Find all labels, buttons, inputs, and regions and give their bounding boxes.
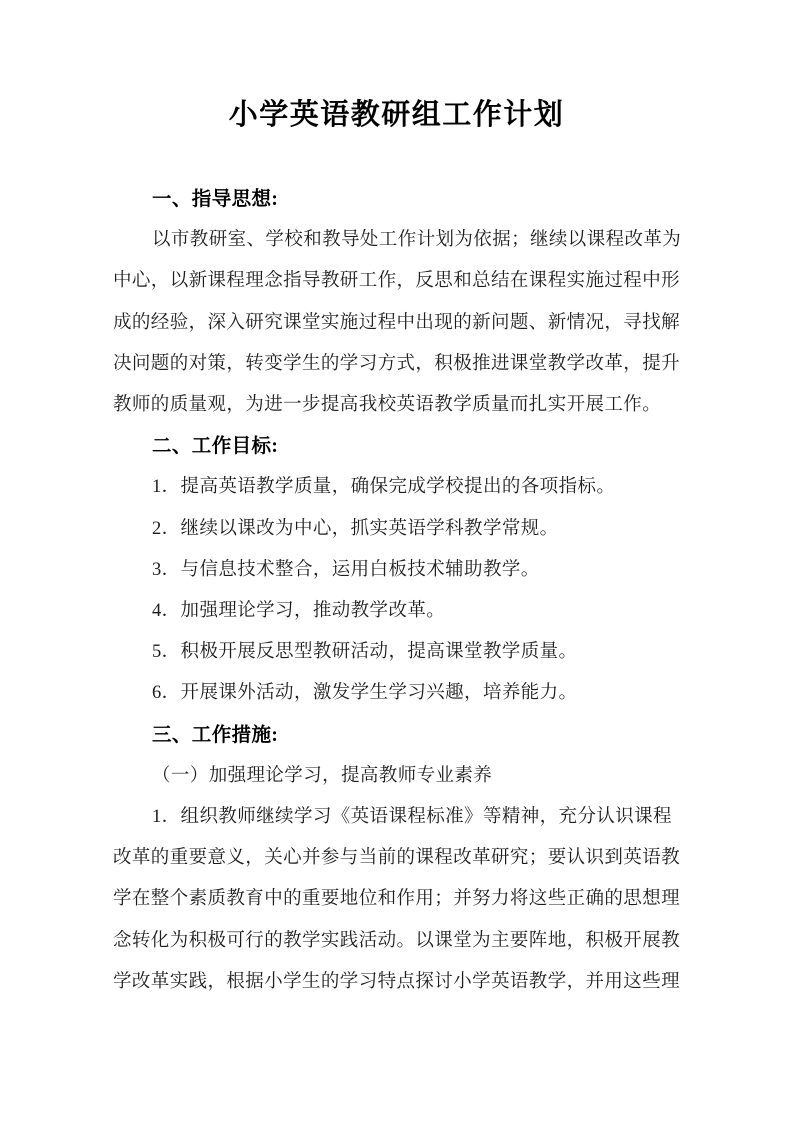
- list-item: 3．与信息技术整合，运用白板技术辅助教学。: [152, 559, 540, 580]
- list-item: 1．提高英语教学质量，确保完成学校提出的各项指标。: [152, 477, 616, 498]
- text-line: 决问题的对策，转变学生的学习方式，积极推进课堂教学改革，提升: [113, 353, 681, 374]
- list-item: 4．加强理论学习，推动教学改革。: [152, 601, 446, 622]
- text-line: 教师的质量观，为进一步提高我校英语教学质量而扎实开展工作。: [113, 395, 662, 416]
- text-line: 成的经验，深入研究课堂实施过程中出现的新问题、新情况，寻找解: [113, 312, 681, 333]
- text-line: 学在整个素质教育中的重要地位和作用；并努力将这些正确的思想理: [113, 889, 681, 910]
- text-line: 1．组织教师继续学习《英语课程标准》等精神，充分认识课程: [152, 807, 672, 828]
- text-line: 学改革实践，根据小学生的学习特点探讨小学英语教学，并用这些理: [113, 971, 681, 992]
- list-item: 6．开展课外活动，激发学生学习兴趣，培养能力。: [152, 683, 578, 704]
- document-body: [113, 179, 680, 1003]
- text-line: 念转化为积极可行的教学实践活动。以课堂为主要阵地，积极开展教: [113, 930, 681, 951]
- section-heading: 三、工作措施:: [152, 724, 279, 746]
- section-heading: 二、工作目标:: [152, 436, 279, 458]
- sub-section-heading: （一）加强理论学习，提高教师专业素养: [152, 765, 493, 786]
- text-line: 中心，以新课程理念指导教研工作，反思和总结在课程实施过程中形: [113, 271, 681, 292]
- section-heading: 一、指导思想:: [152, 189, 279, 210]
- document-title: 小学英语教研组工作计划: [228, 99, 565, 131]
- document-content: [113, 93, 680, 1003]
- list-item: 2．继续以课改为中心，抓实英语学科教学常规。: [152, 518, 559, 539]
- text-line: 以市教研室、学校和教导处工作计划为依据；继续以课程改革为: [152, 230, 682, 251]
- list-item: 5．积极开展反思型教研活动，提高课堂教学质量。: [152, 642, 578, 663]
- text-line: 改革的重要意义，关心并参与当前的课程改革研究；要认识到英语教: [113, 848, 681, 869]
- title-gap: [113, 137, 680, 179]
